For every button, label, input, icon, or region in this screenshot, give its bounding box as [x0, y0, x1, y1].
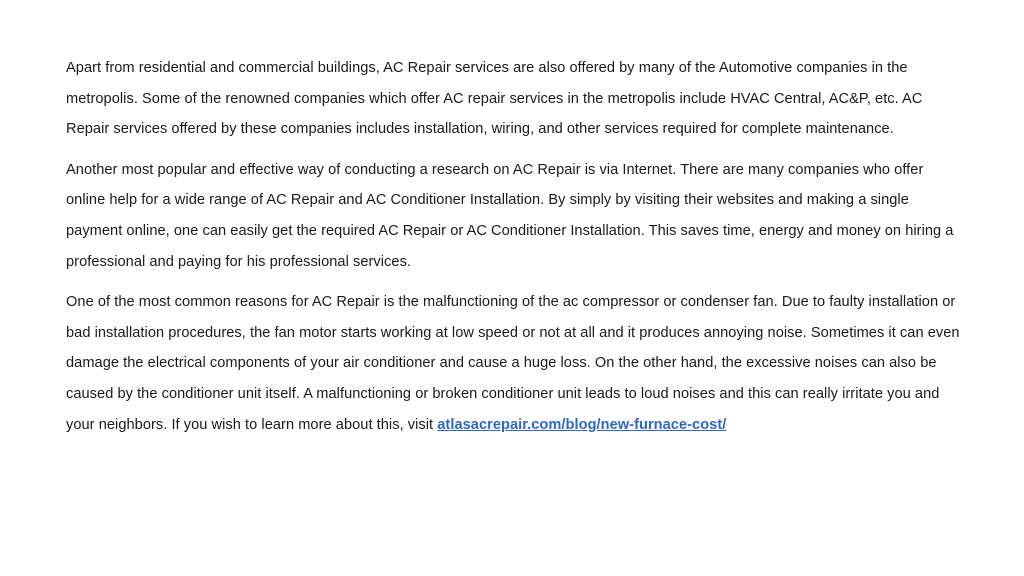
paragraph-automotive-ac-repair	[66, 53, 966, 145]
paragraph-internet-research	[66, 155, 966, 277]
paragraph-common-reasons	[66, 287, 966, 440]
atlasacrepair-link[interactable]: atlasacrepair.com/blog/new-furnace-cost/	[437, 416, 727, 433]
paragraph-text: One of the most common reasons for AC Repair is the malfunctioning of the ac compressor or condenser fan. Due to faulty installation or bad installation procedures, the fan motor starts working at low speed or not at all and it produces annoying noise. Sometimes it can even damage the electrical components of your air conditioner and cause a huge loss. On the other hand, the excessive noises can also be caused by the conditioner unit itself. A malfunctioning or broken conditioner unit leads to loud noises and this can really irritate you and your neighbors. If you wish to learn more about this, visit	[66, 294, 960, 433]
slide-body	[66, 53, 966, 450]
paragraph-text: Apart from residential and commercial buildings, AC Repair services are also offered by many of the Automotive companies in the metropolis. Some of the renowned companies which offer AC repair services in the metropolis include HVAC Central, AC&P, etc. AC Repair services offered by these companies includes installation, wiring, and other services required for complete maintenance.	[66, 60, 923, 138]
paragraph-text: Another most popular and effective way of conducting a research on AC Repair is via Internet. There are many companies who offer online help for a wide range of AC Repair and AC Conditioner Installation. By simply by visiting their websites and making a single payment online, one can easily get the required AC Repair or AC Conditioner Installation. This saves time, energy and money on hiring a professional and paying for his professional services.	[66, 161, 954, 270]
